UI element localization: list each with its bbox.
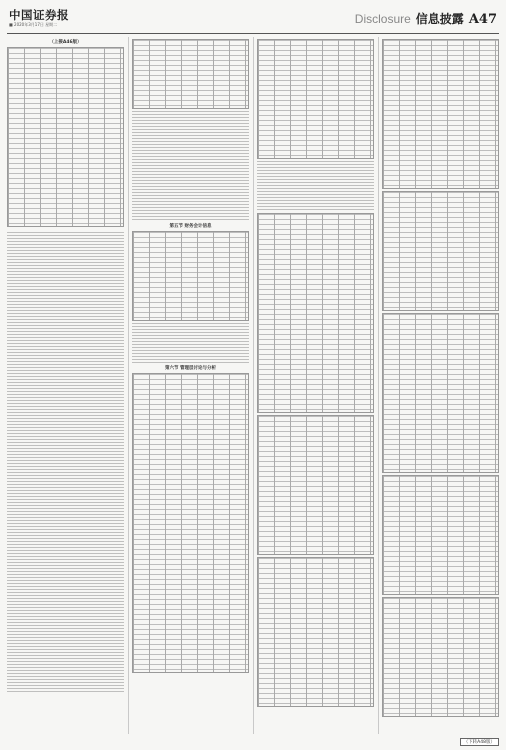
table-4d [382, 475, 499, 595]
table-3c [257, 415, 374, 555]
column-4 [378, 37, 499, 734]
body-text-1 [7, 232, 124, 692]
column-2-heading: 第五节 财务会计信息 [169, 224, 212, 229]
page-number: A47 [468, 12, 497, 27]
article-columns [7, 37, 499, 734]
table-2b [132, 231, 249, 321]
section-brand [355, 10, 497, 27]
column-3 [253, 37, 374, 734]
table-4a [382, 39, 499, 189]
column-3-heading: 第六节 管理层讨论与分析 [164, 366, 217, 371]
continued-note: （下转A48版） [460, 738, 499, 746]
masthead [7, 5, 499, 34]
brand-chinese: 信息披露 [415, 12, 464, 26]
table-3d [257, 557, 374, 707]
column-2 [128, 37, 249, 734]
column-1 [7, 37, 124, 734]
body-text-2a [132, 111, 249, 221]
body-text-3a [257, 161, 374, 211]
body-text-2b [132, 323, 249, 363]
column-1-heading: （上接A46版） [49, 40, 82, 45]
table-3a [257, 39, 374, 159]
brand-english: Disclosure [354, 12, 411, 26]
table-4e [382, 597, 499, 717]
table-4b [382, 191, 499, 311]
table-4c [382, 313, 499, 473]
table-3b [257, 213, 374, 413]
dateline: ■ 2020年3月17日 星期二 [9, 22, 58, 27]
table-2c [132, 373, 249, 673]
definitions-table [7, 47, 124, 227]
newspaper-logo: 中国证券报 [9, 8, 69, 22]
table-2a [132, 39, 249, 109]
